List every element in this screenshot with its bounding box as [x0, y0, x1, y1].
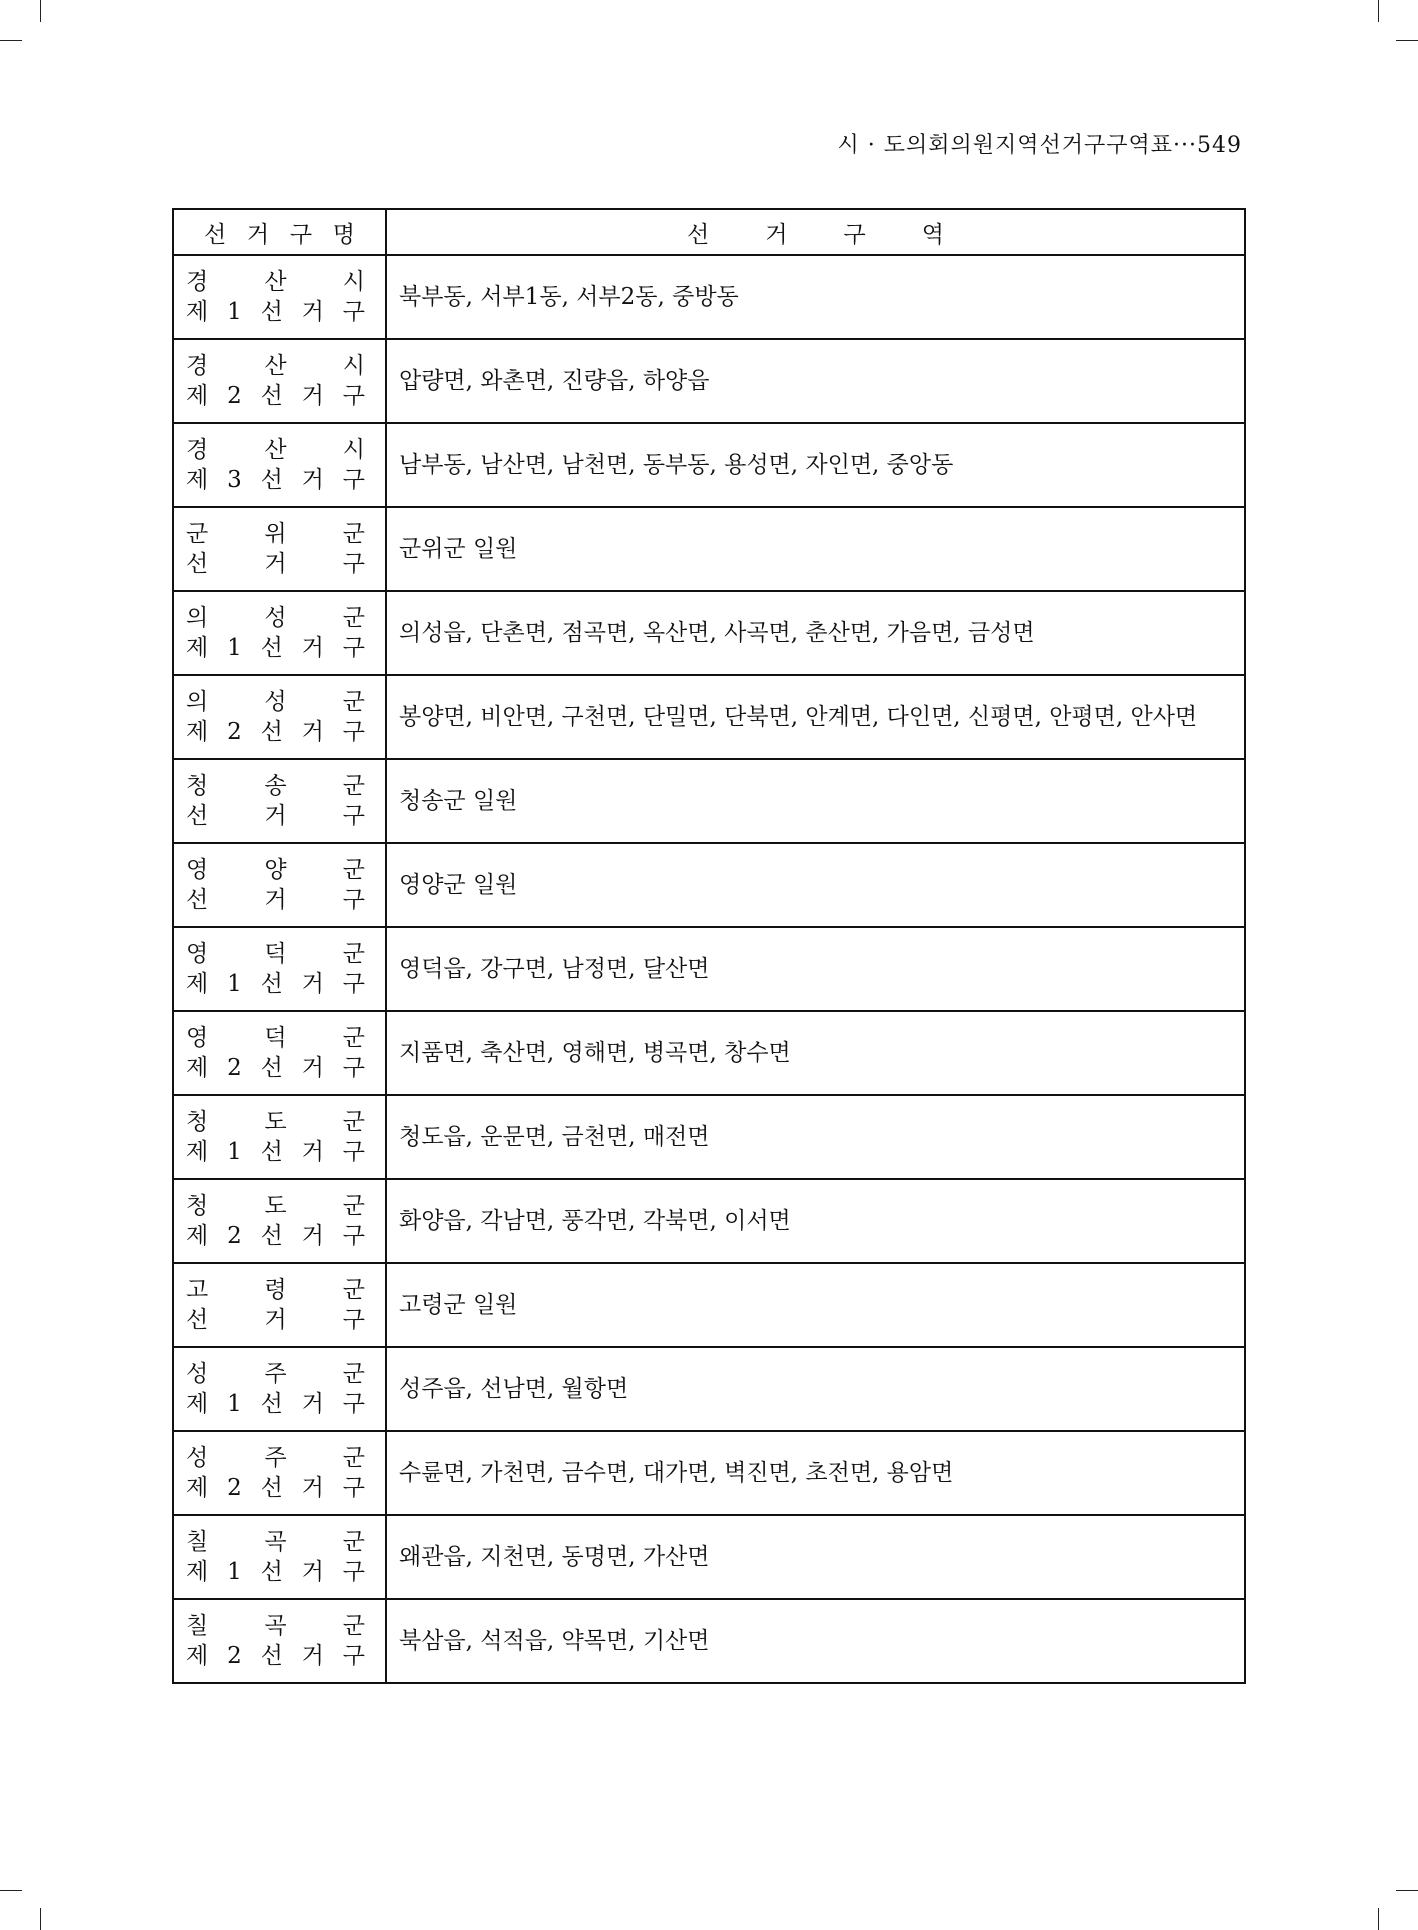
name-char: 경	[186, 353, 209, 379]
name-char: 선	[260, 1391, 283, 1417]
district-name	[186, 687, 365, 717]
district-area-cell: 화양읍, 각남면, 풍각면, 각북면, 이서면	[386, 1179, 1245, 1263]
district-name	[186, 1611, 365, 1641]
district-name-cell	[173, 1515, 386, 1599]
district-subname	[186, 1137, 365, 1167]
district-name	[186, 1275, 365, 1305]
crop-mark	[1378, 1908, 1379, 1930]
name-char: 성	[186, 1361, 209, 1387]
district-name-cell	[173, 1179, 386, 1263]
name-char: 거	[301, 383, 324, 409]
name-char: 구	[342, 887, 365, 913]
district-name-cell	[173, 591, 386, 675]
district-name	[186, 855, 365, 885]
name-char: 제	[186, 635, 209, 661]
name-char: 군	[342, 521, 365, 547]
table-row	[173, 255, 1245, 339]
name-char: 거	[301, 1391, 324, 1417]
name-char: 선	[260, 1055, 283, 1081]
name-char: 구	[342, 971, 365, 997]
district-name-cell	[173, 1599, 386, 1683]
district-table	[172, 208, 1246, 1684]
name-char: 군	[342, 941, 365, 967]
crop-mark	[0, 1890, 22, 1891]
table-row	[173, 1431, 1245, 1515]
district-area-cell: 청송군 일원	[386, 759, 1245, 843]
name-char: 칠	[186, 1529, 209, 1555]
name-char: 군	[342, 1193, 365, 1219]
district-name	[186, 351, 365, 381]
district-name	[186, 1023, 365, 1053]
name-char: 산	[264, 269, 287, 295]
name-char: 거	[264, 887, 287, 913]
name-char: 1	[227, 971, 242, 997]
header-char: 구	[289, 221, 313, 248]
table-row	[173, 507, 1245, 591]
name-char: 거	[301, 635, 324, 661]
name-char: 1	[227, 299, 242, 325]
name-char: 경	[186, 269, 209, 295]
crop-mark	[0, 40, 22, 41]
district-name	[186, 1443, 365, 1473]
district-subname	[186, 1053, 365, 1083]
district-subname	[186, 1557, 365, 1587]
name-char: 제	[186, 1475, 209, 1501]
name-char: 거	[301, 299, 324, 325]
name-char: 제	[186, 1139, 209, 1165]
district-subname	[186, 801, 365, 831]
name-char: 제	[186, 1055, 209, 1081]
name-char: 구	[342, 1559, 365, 1585]
district-name-cell	[173, 843, 386, 927]
name-char: 선	[260, 1475, 283, 1501]
table-row	[173, 339, 1245, 423]
name-char: 선	[260, 719, 283, 745]
district-subname	[186, 1473, 365, 1503]
name-char: 제	[186, 971, 209, 997]
name-char: 거	[264, 1307, 287, 1333]
header-district-name	[173, 209, 386, 255]
name-char: 2	[227, 1475, 242, 1501]
name-char: 의	[186, 689, 209, 715]
name-char: 거	[264, 803, 287, 829]
name-char: 구	[342, 1055, 365, 1081]
name-char: 선	[260, 299, 283, 325]
name-char: 선	[186, 551, 209, 577]
header-char: 구	[843, 221, 866, 248]
district-name-cell	[173, 255, 386, 339]
district-name-cell	[173, 423, 386, 507]
name-char: 시	[342, 353, 365, 379]
district-area-cell: 군위군 일원	[386, 507, 1245, 591]
district-area-cell: 북삼읍, 석적읍, 약목면, 기산면	[386, 1599, 1245, 1683]
district-name-cell	[173, 1095, 386, 1179]
name-char: 고	[186, 1277, 209, 1303]
name-char: 선	[260, 1643, 283, 1669]
district-subname	[186, 717, 365, 747]
table-row	[173, 1347, 1245, 1431]
name-char: 제	[186, 719, 209, 745]
table-row	[173, 1095, 1245, 1179]
district-name-cell	[173, 1347, 386, 1431]
name-char: 1	[227, 1391, 242, 1417]
table-row	[173, 591, 1245, 675]
district-name-cell	[173, 507, 386, 591]
name-char: 1	[227, 1139, 242, 1165]
name-char: 구	[342, 1307, 365, 1333]
name-char: 거	[301, 1475, 324, 1501]
district-area-cell: 수륜면, 가천면, 금수면, 대가면, 벽진면, 초전면, 용암면	[386, 1431, 1245, 1515]
name-char: 영	[186, 941, 209, 967]
name-char: 제	[186, 1559, 209, 1585]
name-char: 거	[301, 1223, 324, 1249]
table-row	[173, 1599, 1245, 1683]
name-char: 제	[186, 467, 209, 493]
name-char: 성	[264, 605, 287, 631]
district-name	[186, 1107, 365, 1137]
district-name	[186, 267, 365, 297]
district-area-cell: 성주읍, 선남면, 월항면	[386, 1347, 1245, 1431]
name-char: 선	[260, 1223, 283, 1249]
district-subname	[186, 297, 365, 327]
name-char: 2	[227, 1643, 242, 1669]
name-char: 구	[342, 1139, 365, 1165]
district-subname	[186, 1389, 365, 1419]
name-char: 구	[342, 467, 365, 493]
district-name	[186, 519, 365, 549]
name-char: 선	[260, 1139, 283, 1165]
name-char: 거	[264, 551, 287, 577]
district-name-cell	[173, 927, 386, 1011]
name-char: 거	[301, 1139, 324, 1165]
crop-mark	[1378, 0, 1379, 22]
district-area-cell: 왜관읍, 지천면, 동명면, 가산면	[386, 1515, 1245, 1599]
district-subname	[186, 465, 365, 495]
name-char: 2	[227, 1055, 242, 1081]
name-char: 구	[342, 719, 365, 745]
name-char: 곡	[264, 1529, 287, 1555]
running-head: 시 · 도의회의원지역선거구구역표···549	[837, 133, 1242, 158]
name-char: 군	[342, 1277, 365, 1303]
table-row	[173, 1515, 1245, 1599]
name-char: 군	[186, 521, 209, 547]
district-name	[186, 1527, 365, 1557]
name-char: 덕	[264, 941, 287, 967]
district-subname	[186, 1641, 365, 1671]
district-name	[186, 939, 365, 969]
name-char: 군	[342, 1529, 365, 1555]
name-char: 도	[264, 1193, 287, 1219]
name-char: 시	[342, 437, 365, 463]
name-char: 영	[186, 1025, 209, 1051]
header-char: 역	[921, 221, 944, 248]
name-char: 선	[260, 383, 283, 409]
crop-mark	[40, 1908, 41, 1930]
name-char: 칠	[186, 1613, 209, 1639]
district-name-cell	[173, 339, 386, 423]
name-char: 구	[342, 635, 365, 661]
name-char: 구	[342, 1223, 365, 1249]
header-district-area	[386, 209, 1245, 255]
district-area-cell: 청도읍, 운문면, 금천면, 매전면	[386, 1095, 1245, 1179]
name-char: 선	[260, 635, 283, 661]
table-header-row	[173, 209, 1245, 255]
district-name	[186, 1191, 365, 1221]
name-char: 주	[264, 1445, 287, 1471]
district-subname	[186, 381, 365, 411]
district-name-cell	[173, 759, 386, 843]
name-char: 군	[342, 1025, 365, 1051]
name-char: 선	[260, 1559, 283, 1585]
district-subname	[186, 549, 365, 579]
crop-mark	[1396, 1890, 1418, 1891]
name-char: 군	[342, 773, 365, 799]
district-name	[186, 603, 365, 633]
name-char: 구	[342, 803, 365, 829]
name-char: 2	[227, 719, 242, 745]
district-subname	[186, 1221, 365, 1251]
crop-mark	[1396, 40, 1418, 41]
name-char: 구	[342, 551, 365, 577]
name-char: 2	[227, 1223, 242, 1249]
name-char: 의	[186, 605, 209, 631]
district-area-cell: 지품면, 축산면, 영해면, 병곡면, 창수면	[386, 1011, 1245, 1095]
district-name-cell	[173, 1011, 386, 1095]
name-char: 제	[186, 1391, 209, 1417]
name-char: 양	[264, 857, 287, 883]
table-row	[173, 675, 1245, 759]
name-char: 선	[260, 971, 283, 997]
name-char: 덕	[264, 1025, 287, 1051]
name-char: 2	[227, 383, 242, 409]
name-char: 거	[301, 1559, 324, 1585]
name-char: 군	[342, 1613, 365, 1639]
district-area-cell: 북부동, 서부1동, 서부2동, 중방동	[386, 255, 1245, 339]
name-char: 군	[342, 857, 365, 883]
name-char: 거	[301, 1055, 324, 1081]
header-char: 거	[246, 221, 270, 248]
table-row	[173, 927, 1245, 1011]
district-area-cell: 남부동, 남산면, 남천면, 동부동, 용성면, 자인면, 중앙동	[386, 423, 1245, 507]
name-char: 제	[186, 1223, 209, 1249]
district-name-cell	[173, 675, 386, 759]
name-char: 구	[342, 1643, 365, 1669]
header-char: 명	[332, 221, 355, 248]
name-char: 구	[342, 383, 365, 409]
table-row	[173, 843, 1245, 927]
name-char: 성	[186, 1445, 209, 1471]
district-area-cell: 고령군 일원	[386, 1263, 1245, 1347]
district-name	[186, 1359, 365, 1389]
name-char: 영	[186, 857, 209, 883]
table-row	[173, 1011, 1245, 1095]
table-row	[173, 1179, 1245, 1263]
name-char: 3	[227, 467, 242, 493]
district-subname	[186, 633, 365, 663]
name-char: 거	[301, 467, 324, 493]
district-name-cell	[173, 1263, 386, 1347]
name-char: 1	[227, 1559, 242, 1585]
district-subname	[186, 969, 365, 999]
district-area-cell: 영양군 일원	[386, 843, 1245, 927]
header-char: 선	[687, 221, 710, 248]
name-char: 선	[186, 887, 209, 913]
name-char: 거	[301, 719, 324, 745]
table-row	[173, 1263, 1245, 1347]
name-char: 군	[342, 1361, 365, 1387]
name-char: 구	[342, 1475, 365, 1501]
name-char: 제	[186, 299, 209, 325]
district-name-cell	[173, 1431, 386, 1515]
name-char: 곡	[264, 1613, 287, 1639]
name-char: 경	[186, 437, 209, 463]
name-char: 군	[342, 1445, 365, 1471]
table-row	[173, 759, 1245, 843]
name-char: 거	[301, 1643, 324, 1669]
name-char: 선	[186, 1307, 209, 1333]
district-name	[186, 771, 365, 801]
name-char: 성	[264, 689, 287, 715]
crop-mark	[40, 0, 41, 22]
name-char: 군	[342, 1109, 365, 1135]
name-char: 1	[227, 635, 242, 661]
name-char: 군	[342, 689, 365, 715]
district-area-cell: 의성읍, 단촌면, 점곡면, 옥산면, 사곡면, 춘산면, 가음면, 금성면	[386, 591, 1245, 675]
table-row	[173, 423, 1245, 507]
name-char: 청	[186, 773, 209, 799]
name-char: 령	[264, 1277, 287, 1303]
name-char: 구	[342, 299, 365, 325]
district-area-cell: 봉양면, 비안면, 구천면, 단밀면, 단북면, 안계면, 다인면, 신평면, 안평면, 안사면	[386, 675, 1245, 759]
district-area-cell: 압량면, 와촌면, 진량읍, 하양읍	[386, 339, 1245, 423]
name-char: 도	[264, 1109, 287, 1135]
name-char: 선	[186, 803, 209, 829]
name-char: 위	[264, 521, 287, 547]
name-char: 송	[264, 773, 287, 799]
name-char: 시	[342, 269, 365, 295]
name-char: 산	[264, 353, 287, 379]
name-char: 군	[342, 605, 365, 631]
name-char: 청	[186, 1193, 209, 1219]
district-name	[186, 435, 365, 465]
header-char: 거	[765, 221, 788, 248]
header-char: 선	[204, 221, 227, 248]
name-char: 제	[186, 1643, 209, 1669]
name-char: 청	[186, 1109, 209, 1135]
name-char: 선	[260, 467, 283, 493]
name-char: 산	[264, 437, 287, 463]
name-char: 구	[342, 1391, 365, 1417]
district-subname	[186, 1305, 365, 1335]
name-char: 주	[264, 1361, 287, 1387]
name-char: 거	[301, 971, 324, 997]
district-subname	[186, 885, 365, 915]
district-area-cell: 영덕읍, 강구면, 남정면, 달산면	[386, 927, 1245, 1011]
name-char: 제	[186, 383, 209, 409]
